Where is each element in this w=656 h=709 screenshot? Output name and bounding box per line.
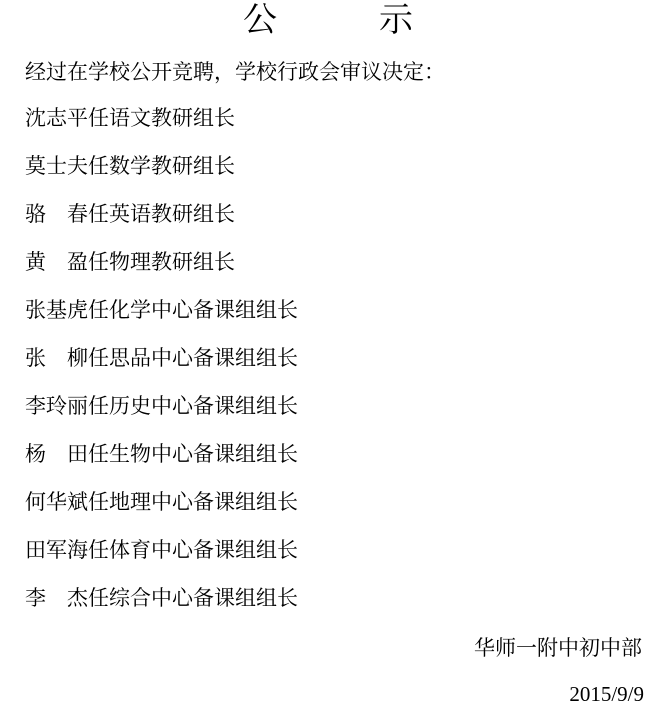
appointment-item: 杨 田任生物中心备课组组长 <box>25 442 298 466</box>
appointment-item: 何华斌任地理中心备课组组长 <box>25 490 298 514</box>
appointment-item: 莫士夫任数学教研组长 <box>25 154 235 178</box>
issue-date: 2015/9/9 <box>569 682 644 706</box>
appointment-item: 李 杰任综合中心备课组组长 <box>25 586 298 610</box>
appointment-item: 田军海任体育中心备课组组长 <box>25 538 298 562</box>
appointment-item: 李玲丽任历史中心备课组组长 <box>25 394 298 418</box>
appointment-list <box>25 104 298 632</box>
notice-title: 公 示 <box>243 0 413 40</box>
appointment-item: 张 柳任思品中心备课组组长 <box>25 346 298 370</box>
appointment-item: 张基虎任化学中心备课组组长 <box>25 298 298 322</box>
notice-intro: 经过在学校公开竞聘，学校行政会审议决定： <box>25 60 445 84</box>
issuer-name: 华师一附中初中部 <box>474 636 642 660</box>
appointment-item: 黄 盈任物理教研组长 <box>25 250 235 274</box>
appointment-item: 骆 春任英语教研组长 <box>25 202 235 226</box>
appointment-item: 沈志平任语文教研组长 <box>25 106 235 130</box>
